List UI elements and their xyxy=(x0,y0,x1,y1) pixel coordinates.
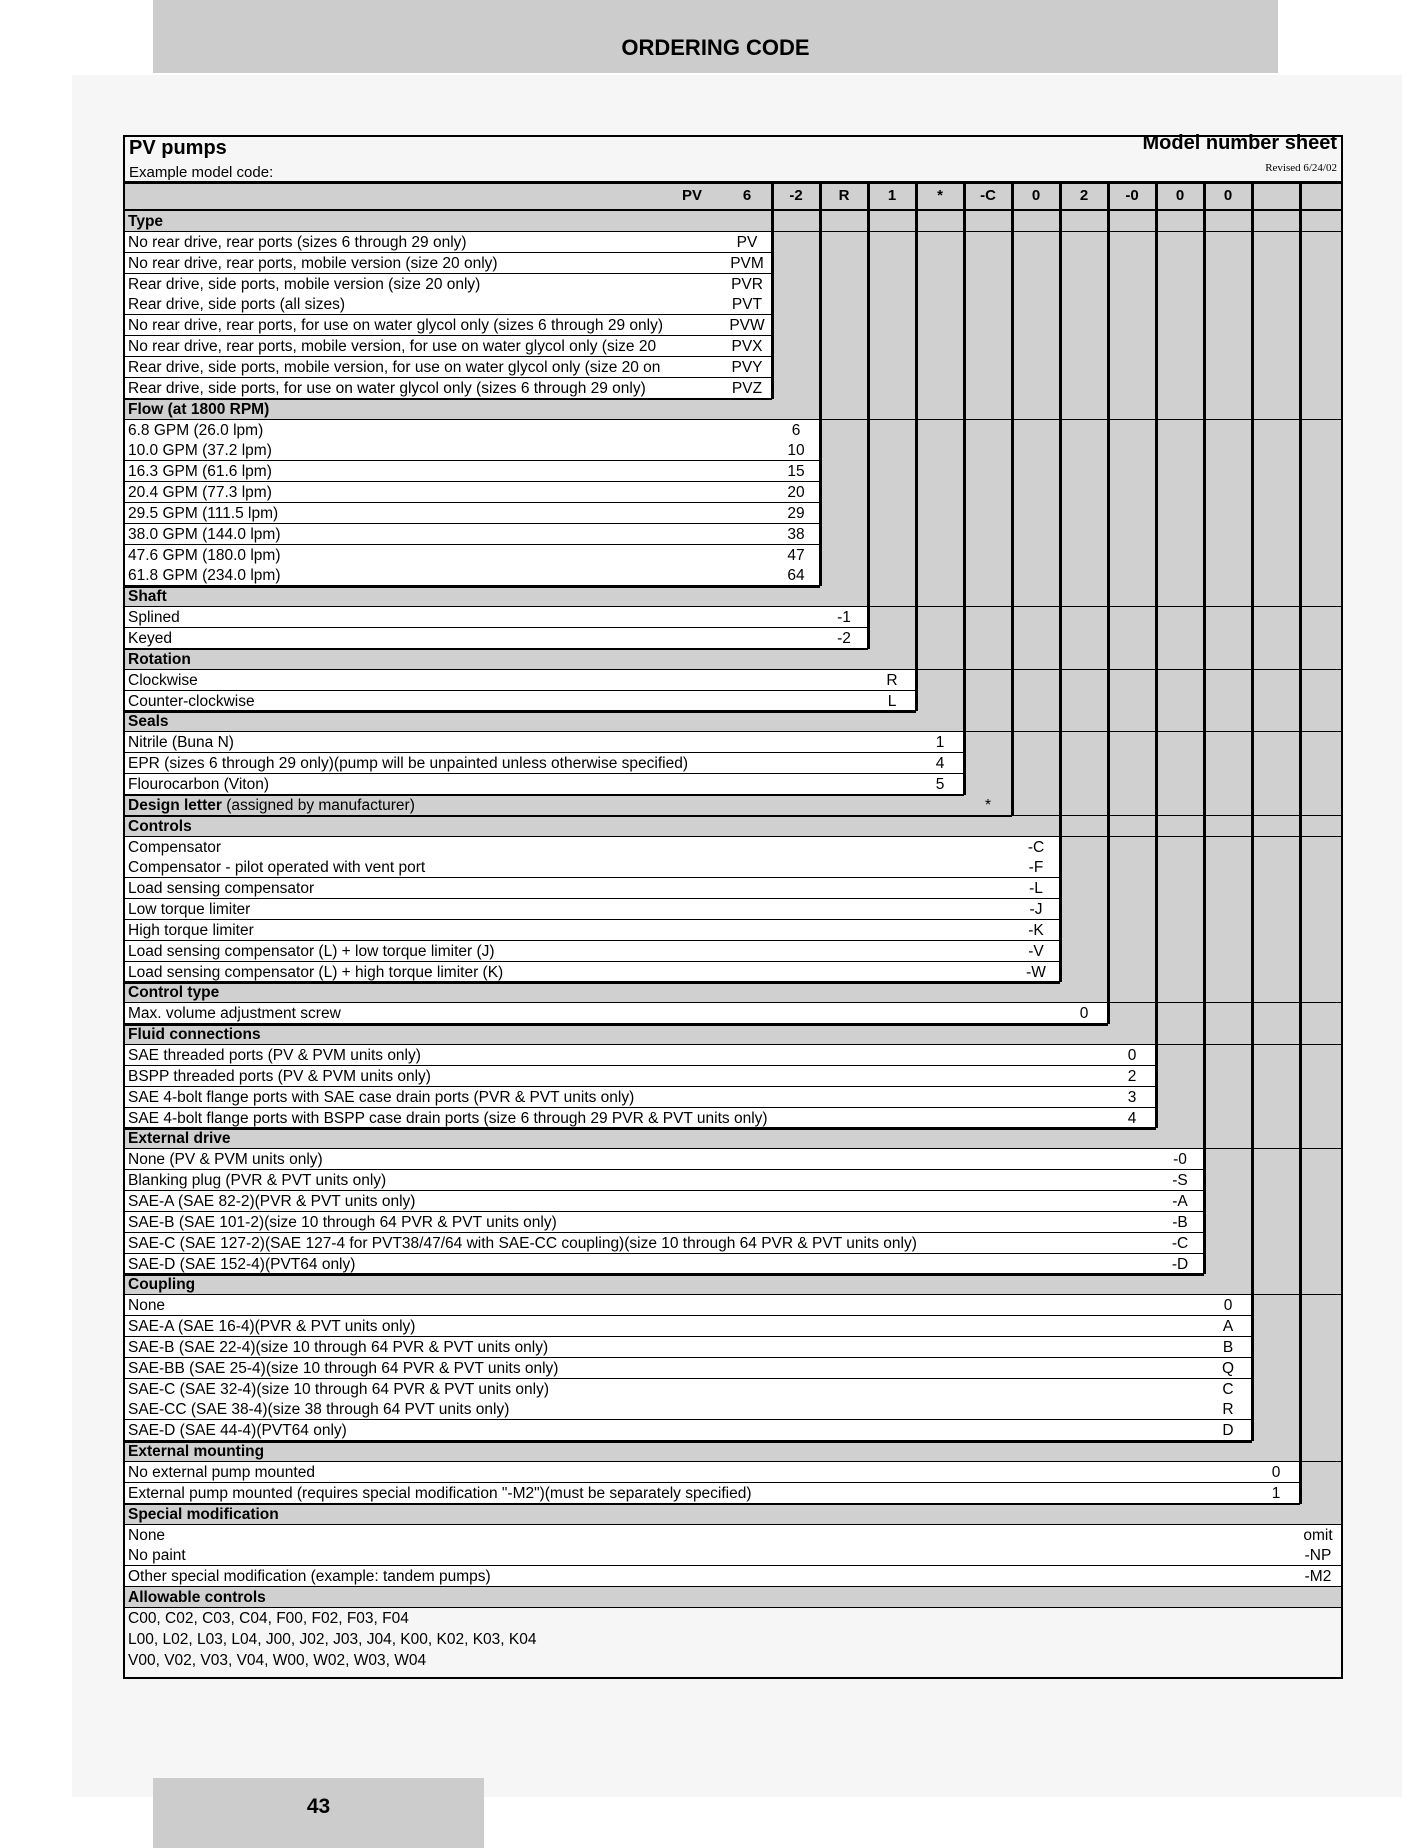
option-code: PVW xyxy=(729,317,765,335)
option-label: 61.8 GPM (234.0 lpm) xyxy=(128,567,281,585)
option-label: Flourocarbon (Viton) xyxy=(128,775,270,793)
option-row xyxy=(125,294,772,315)
option-code: -A xyxy=(1172,1192,1188,1210)
option-label: None (PV & PVM units only) xyxy=(128,1151,323,1169)
page-header: ORDERING CODE xyxy=(153,0,1278,73)
option-label: EPR (sizes 6 through 29 only)(pump will be unpainted unless otherwise specified) xyxy=(128,755,689,773)
option-code: -C xyxy=(1027,838,1045,856)
option-code: B xyxy=(1222,1338,1234,1356)
section-bottom-rule xyxy=(125,1023,1108,1026)
option-code: 29 xyxy=(787,504,805,522)
model-code-segment: -C xyxy=(980,187,996,204)
section-bottom-rule xyxy=(125,794,964,797)
option-label: Compensator - pilot operated with vent port xyxy=(128,859,426,877)
option-label: Rear drive, side ports, for use on water glycol only (sizes 6 through 29 only) xyxy=(128,379,646,397)
section-bottom-rule xyxy=(125,648,868,651)
option-code: 10 xyxy=(787,442,805,460)
column-rule xyxy=(1251,181,1254,1441)
option-row xyxy=(125,420,820,441)
section-title: Controls xyxy=(128,817,192,835)
section-title: Flow (at 1800 RPM) xyxy=(128,400,270,418)
option-label: Load sensing compensator (L) + high torque limiter (K) xyxy=(128,963,504,981)
option-row xyxy=(125,1108,1156,1129)
option-code: D xyxy=(1222,1422,1234,1440)
option-label: SAE-A (SAE 16-4)(PVR & PVT units only) xyxy=(128,1318,416,1336)
allowable-controls-line: C00, C02, C03, C04, F00, F02, F03, F04 xyxy=(128,1609,409,1627)
option-code: -1 xyxy=(837,609,851,627)
section-bottom-rule xyxy=(125,585,820,588)
model-code-segment: -0 xyxy=(1125,187,1139,204)
option-label: External pump mounted (requires special modification "-M2")(must be separately specified) xyxy=(128,1484,752,1502)
option-label: SAE-CC (SAE 38-4)(size 38 through 64 PVT units only) xyxy=(128,1401,510,1419)
section-bottom-rule xyxy=(125,1440,1252,1443)
column-rule xyxy=(771,181,774,399)
option-row xyxy=(125,1379,1252,1400)
option-row xyxy=(125,857,1060,878)
option-row xyxy=(125,1254,1204,1275)
option-code: 2 xyxy=(1127,1067,1137,1085)
option-label: BSPP threaded ports (PV & PVM units only) xyxy=(128,1067,431,1085)
option-row xyxy=(125,545,820,566)
option-row xyxy=(125,565,820,586)
revised-date: Revised 6/24/02 xyxy=(1265,162,1337,174)
option-row xyxy=(125,1003,1108,1024)
option-label: Blanking plug (PVR & PVT units only) xyxy=(128,1172,387,1190)
option-row xyxy=(125,1170,1204,1191)
option-row xyxy=(125,1566,1341,1587)
option-row xyxy=(125,1045,1156,1066)
option-label: 29.5 GPM (111.5 lpm) xyxy=(128,504,279,522)
allowable-controls-header xyxy=(125,1587,1341,1608)
option-row xyxy=(125,1087,1156,1108)
option-code: -J xyxy=(1029,901,1043,919)
option-code: omit xyxy=(1303,1526,1333,1544)
option-code: L xyxy=(887,692,897,710)
option-label: Splined xyxy=(128,609,180,627)
option-row xyxy=(125,607,868,628)
section-bottom-rule xyxy=(125,1127,1156,1130)
option-label: Clockwise xyxy=(128,671,198,689)
option-code: -L xyxy=(1029,880,1043,898)
allowable-controls-line: V00, V02, V03, V04, W00, W02, W03, W04 xyxy=(128,1651,427,1669)
option-code: -D xyxy=(1171,1255,1189,1273)
option-code: A xyxy=(1222,1318,1234,1336)
option-code: -K xyxy=(1028,921,1044,939)
option-code: 15 xyxy=(787,463,805,481)
column-rule xyxy=(1299,181,1302,1504)
option-code: 0 xyxy=(1223,1297,1233,1315)
option-row xyxy=(125,774,964,795)
option-row xyxy=(125,753,964,774)
option-label: 6.8 GPM (26.0 lpm) xyxy=(128,421,264,439)
option-code: PVM xyxy=(730,254,764,272)
option-row xyxy=(125,274,772,295)
option-label: No external pump mounted xyxy=(128,1464,315,1481)
option-label: None xyxy=(128,1297,166,1315)
model-code-segment: 1 xyxy=(887,187,897,204)
option-label: SAE 4-bolt flange ports with SAE case drain ports (PVR & PVT units only) xyxy=(128,1088,635,1106)
option-row xyxy=(125,482,820,503)
section-header-7 xyxy=(125,982,1341,1003)
option-code: 64 xyxy=(787,567,805,585)
option-label: Other special modification (example: tandem pumps) xyxy=(128,1568,491,1586)
option-code: PVY xyxy=(731,358,763,376)
option-code: 20 xyxy=(787,484,805,502)
option-code: 0 xyxy=(1127,1047,1137,1064)
model-code-segment: 2 xyxy=(1079,187,1089,204)
section-header-5 xyxy=(125,795,1341,816)
option-label: None xyxy=(128,1526,166,1544)
option-row xyxy=(125,878,1060,899)
option-label: Rear drive, side ports, mobile version, for use on water glycol only (size 20 on xyxy=(128,358,661,376)
sheet-title: PV pumps xyxy=(129,137,227,159)
section-header-12 xyxy=(125,1504,1341,1525)
section-header-2 xyxy=(125,586,1341,607)
option-label: SAE-D (SAE 152-4)(PVT64 only) xyxy=(128,1255,356,1273)
option-code: 1 xyxy=(935,734,945,752)
option-code: 0 xyxy=(1079,1005,1089,1023)
option-code: PVT xyxy=(731,296,763,314)
allowable-controls-line: L00, L02, L03, L04, J00, J02, J03, J04, K00, K02, K03, K04 xyxy=(128,1630,537,1648)
section-title: Control type xyxy=(128,984,220,1002)
section-title: External mounting xyxy=(128,1443,265,1461)
option-code: PVR xyxy=(731,275,763,293)
option-label: SAE-A (SAE 82-2)(PVR & PVT units only) xyxy=(128,1192,416,1210)
column-rule xyxy=(867,181,870,649)
section-bottom-rule xyxy=(125,981,1060,984)
option-code: 1 xyxy=(1271,1484,1281,1502)
option-code: -M2 xyxy=(1304,1568,1332,1586)
section-header-9 xyxy=(125,1128,1341,1149)
model-code-segment: 6 xyxy=(742,187,752,204)
option-row xyxy=(125,1316,1252,1337)
option-code: -S xyxy=(1172,1172,1188,1190)
option-row xyxy=(125,1420,1252,1441)
option-code: C xyxy=(1222,1380,1234,1398)
option-code: PV xyxy=(736,233,758,251)
column-rule xyxy=(1155,181,1158,1128)
option-label: No paint xyxy=(128,1547,186,1565)
option-row xyxy=(125,1525,1341,1546)
section-title: Seals xyxy=(128,713,169,731)
option-label: 20.4 GPM (77.3 lpm) xyxy=(128,484,272,502)
option-code: -0 xyxy=(1173,1151,1187,1169)
option-label: SAE-C (SAE 127-2)(SAE 127-4 for PVT38/47/64 with SAE-CC coupling)(size 10 through 64 PVR & PVT units only) xyxy=(128,1234,917,1252)
section-header-0 xyxy=(125,211,1341,232)
section-header-1 xyxy=(125,399,1341,420)
option-code: -NP xyxy=(1304,1547,1332,1565)
option-row xyxy=(125,1399,1252,1420)
option-row xyxy=(125,691,916,712)
option-row xyxy=(125,1358,1252,1379)
column-rule xyxy=(1011,181,1014,816)
option-label: SAE-B (SAE 22-4)(size 10 through 64 PVR & PVT units only) xyxy=(128,1338,549,1356)
option-code: 5 xyxy=(935,775,945,793)
section-title: Shaft xyxy=(128,588,167,606)
option-row xyxy=(125,920,1060,941)
option-row xyxy=(125,503,820,524)
model-code-segment: 0 xyxy=(1031,187,1041,204)
option-row xyxy=(125,1545,1341,1566)
option-row xyxy=(125,461,820,482)
option-code: 0 xyxy=(1271,1464,1281,1481)
option-row xyxy=(125,1212,1204,1233)
option-row xyxy=(125,837,1060,858)
section-title: Type xyxy=(128,213,164,230)
section-title: Special modification xyxy=(128,1505,279,1523)
option-row xyxy=(125,253,772,274)
section-bottom-rule xyxy=(125,1273,1204,1276)
option-label: 16.3 GPM (61.6 lpm) xyxy=(128,463,272,481)
section-header-6 xyxy=(125,816,1341,837)
option-code: 6 xyxy=(791,421,801,439)
model-code-segment: PV xyxy=(681,187,702,204)
model-code-segment: * xyxy=(937,187,943,204)
option-row xyxy=(125,1337,1252,1358)
option-code: -B xyxy=(1172,1213,1188,1231)
section-header-8 xyxy=(125,1024,1341,1045)
option-label: Max. volume adjustment screw xyxy=(128,1005,341,1023)
section-header-10 xyxy=(125,1274,1341,1295)
option-row xyxy=(125,941,1060,962)
option-label: SAE-C (SAE 32-4)(size 10 through 64 PVR & PVT units only) xyxy=(128,1380,549,1398)
sheet-subtitle: Model number sheet xyxy=(1142,132,1337,154)
option-code: R xyxy=(1222,1401,1234,1419)
option-row xyxy=(125,315,772,336)
option-row xyxy=(125,962,1060,983)
option-code: PVX xyxy=(731,338,763,356)
option-label: No rear drive, rear ports, mobile version, for use on water glycol only (size 20 xyxy=(128,338,657,356)
option-row xyxy=(125,378,772,399)
example-label: Example model code: xyxy=(129,164,274,181)
option-code: Q xyxy=(1221,1359,1235,1377)
option-row xyxy=(125,1191,1204,1212)
option-code: 3 xyxy=(1127,1088,1137,1106)
option-label: SAE-D (SAE 44-4)(PVT64 only) xyxy=(128,1422,347,1440)
option-label: Compensator xyxy=(128,838,222,856)
section-title: External drive xyxy=(128,1130,231,1148)
option-label: Rear drive, side ports (all sizes) xyxy=(128,296,346,314)
option-row xyxy=(125,1149,1204,1170)
option-code: 4 xyxy=(1127,1109,1137,1127)
option-row xyxy=(125,336,772,357)
option-code: -C xyxy=(1171,1234,1189,1252)
option-row xyxy=(125,670,916,691)
page-number: 43 xyxy=(153,1778,484,1848)
option-row xyxy=(125,628,868,649)
option-row xyxy=(125,440,820,461)
option-row xyxy=(125,524,820,545)
section-title: Coupling xyxy=(128,1276,196,1294)
column-rule xyxy=(1059,181,1062,982)
option-row xyxy=(125,1295,1252,1316)
section-bottom-rule xyxy=(125,1503,1300,1506)
column-rule xyxy=(915,181,918,711)
option-code: -2 xyxy=(837,630,851,647)
section-bottom-rule xyxy=(125,815,1012,818)
option-code: -F xyxy=(1028,859,1044,877)
option-code: R xyxy=(886,671,898,689)
section-title-suffix: (assigned by manufacturer) xyxy=(221,796,415,814)
section-header-11 xyxy=(125,1441,1341,1462)
option-row xyxy=(125,732,964,753)
section-bottom-rule xyxy=(125,398,772,401)
option-label: Load sensing compensator xyxy=(128,880,315,898)
option-row xyxy=(125,1483,1300,1504)
option-label: Rear drive, side ports, mobile version (size 20 only) xyxy=(128,275,481,293)
section-title: Rotation xyxy=(128,650,191,668)
column-rule xyxy=(963,181,966,795)
option-label: SAE-BB (SAE 25-4)(size 10 through 64 PVR & PVT units only) xyxy=(128,1359,559,1377)
option-label: Low torque limiter xyxy=(128,901,251,919)
column-rule xyxy=(1203,181,1206,1274)
option-label: 38.0 GPM (144.0 lpm) xyxy=(128,525,281,543)
option-label: 47.6 GPM (180.0 lpm) xyxy=(128,546,281,564)
section-code: * xyxy=(984,796,992,814)
section-title: Fluid connections xyxy=(128,1026,261,1044)
option-label: SAE threaded ports (PV & PVM units only) xyxy=(128,1047,421,1064)
model-code-segment: 0 xyxy=(1175,187,1185,204)
option-code: 4 xyxy=(935,755,945,773)
option-label: Counter-clockwise xyxy=(128,692,255,710)
option-row xyxy=(125,899,1060,920)
option-label: Keyed xyxy=(128,630,172,647)
option-code: -V xyxy=(1028,942,1044,960)
option-label: Nitrile (Buna N) xyxy=(128,734,234,752)
model-code-segment: 0 xyxy=(1223,187,1233,204)
option-code: PVZ xyxy=(731,379,763,397)
section-header-4 xyxy=(125,711,1341,732)
section-title: Design letter (assigned by manufacturer) xyxy=(128,796,415,814)
section-header-3 xyxy=(125,649,1341,670)
option-row xyxy=(125,357,772,378)
option-label: High torque limiter xyxy=(128,921,254,939)
option-label: No rear drive, rear ports, for use on water glycol only (sizes 6 through 29 only) xyxy=(128,317,663,335)
column-rule xyxy=(819,181,822,586)
option-label: No rear drive, rear ports, mobile version (size 20 only) xyxy=(128,254,498,272)
option-row xyxy=(125,1066,1156,1087)
option-row xyxy=(125,232,772,253)
option-label: Load sensing compensator (L) + low torque limiter (J) xyxy=(128,942,495,960)
option-row xyxy=(125,1233,1204,1254)
option-code: -W xyxy=(1026,963,1046,981)
model-code-segment: R xyxy=(838,187,850,204)
option-label: SAE-B (SAE 101-2)(size 10 through 64 PVR & PVT units only) xyxy=(128,1213,557,1231)
option-row xyxy=(125,1462,1300,1483)
option-label: SAE 4-bolt flange ports with BSPP case drain ports (size 6 through 29 PVR & PVT units only) xyxy=(128,1109,768,1127)
column-rule xyxy=(1107,181,1110,1024)
allowable-controls-title: Allowable controls xyxy=(128,1589,266,1607)
option-label: 10.0 GPM (37.2 lpm) xyxy=(128,442,272,460)
option-label: No rear drive, rear ports (sizes 6 through 29 only) xyxy=(128,233,467,251)
section-bottom-rule xyxy=(125,710,916,713)
option-code: 38 xyxy=(787,525,805,543)
option-code: 47 xyxy=(787,546,805,564)
model-code-segment: -2 xyxy=(789,187,803,204)
